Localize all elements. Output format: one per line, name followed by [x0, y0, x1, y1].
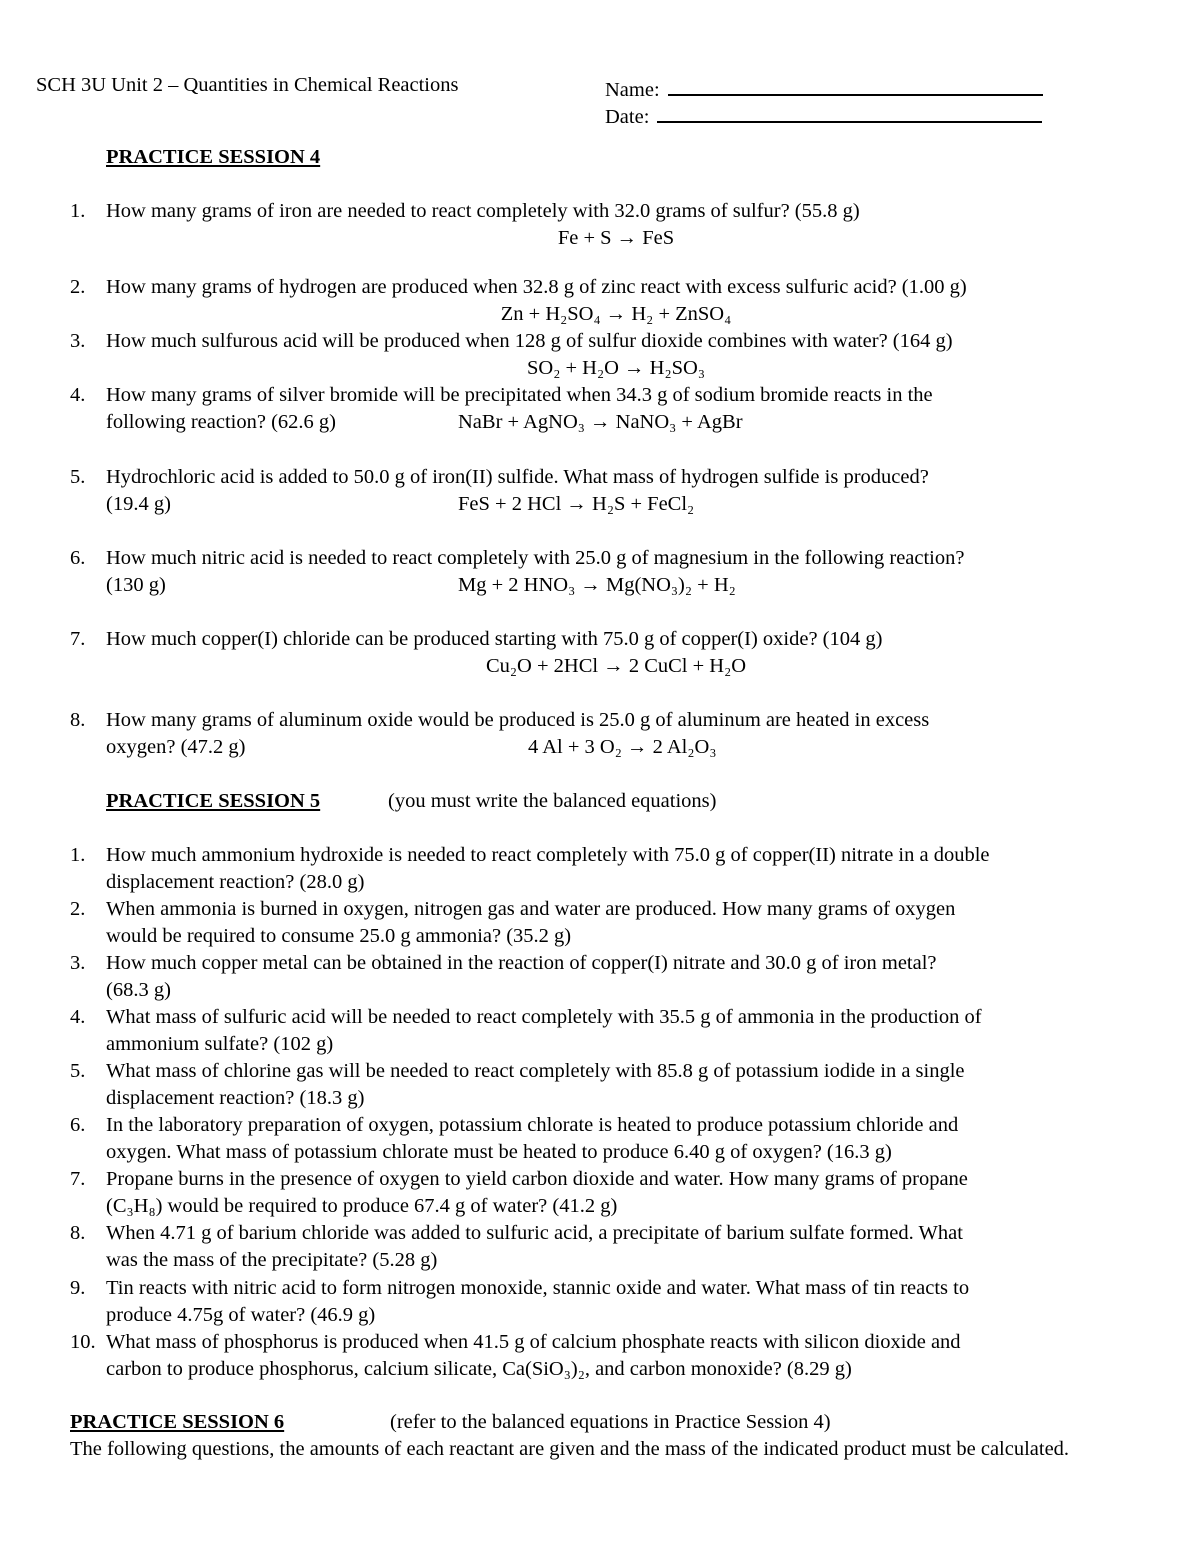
question-text: How much copper metal can be obtained in the reaction of copper(I) nitrate and 30.0 g of iron metal? — [106, 952, 937, 974]
question-text-continued: was the mass of the precipitate? (5.28 g) — [106, 1249, 438, 1271]
question-text-continued: (68.3 g) — [106, 979, 171, 1001]
date-blank-line[interactable] — [657, 99, 1042, 123]
chemical-equation: Mg + 2 HNO₃ → Mg(NO₃)₂ + H₂ — [458, 574, 736, 596]
session6-note: (refer to the balanced equations in Practice Session 4) — [390, 1411, 831, 1433]
chemical-equation: Zn + H₂SO₄ → H₂ + ZnSO₄ — [500, 303, 732, 325]
date-label: Date: — [605, 106, 650, 128]
question-answer: (19.4 g) — [106, 493, 171, 515]
question-text-continued: oxygen? (47.2 g) — [106, 736, 246, 758]
question-number: 4. — [70, 1006, 86, 1028]
question-number: 10. — [70, 1331, 96, 1353]
question-text-continued: following reaction? (62.6 g) — [106, 411, 336, 433]
chemical-equation: NaBr + AgNO₃ → NaNO₃ + AgBr — [458, 411, 743, 433]
question-text: What mass of chlorine gas will be needed to react completely with 85.8 g of potassium iodide in a single — [106, 1060, 965, 1082]
name-blank-line[interactable] — [668, 72, 1043, 96]
question-number: 6. — [70, 1114, 86, 1136]
chemical-equation: Cu₂O + 2HCl → 2 CuCl + H₂O — [485, 655, 747, 677]
question-number: 6. — [70, 547, 86, 569]
date-field[interactable] — [605, 99, 1042, 131]
question-number: 1. — [70, 844, 86, 866]
chemical-equation: SO₂ + H₂O → H₂SO₃ — [527, 357, 705, 379]
question-number: 1. — [70, 200, 86, 222]
session6-intro: The following questions, the amounts of each reactant are given and the mass of the indicated product must be calculated. — [70, 1438, 1070, 1460]
question-text: What mass of phosphorus is produced when 41.5 g of calcium phosphate reacts with silicon dioxide and — [106, 1331, 961, 1353]
question-text: How many grams of aluminum oxide would be produced is 25.0 g of aluminum are heated in excess — [106, 709, 930, 731]
worksheet-title: SCH 3U Unit 2 – Quantities in Chemical Reactions — [36, 74, 459, 96]
session5-note: (you must write the balanced equations) — [388, 790, 717, 812]
question-text-continued: produce 4.75g of water? (46.9 g) — [106, 1304, 376, 1326]
question-text-continued: (C₃H₈) would be required to produce 67.4 g of water? (41.2 g) — [106, 1195, 618, 1217]
question-text-continued: displacement reaction? (28.0 g) — [106, 871, 365, 893]
question-number: 9. — [70, 1277, 86, 1299]
chemical-equation: FeS + 2 HCl → H₂S + FeCl₂ — [458, 493, 695, 515]
question-text-continued: oxygen. What mass of potassium chlorate must be heated to produce 6.40 g of oxygen? (16.3 g) — [106, 1141, 892, 1163]
question-number: 5. — [70, 466, 86, 488]
question-number: 2. — [70, 898, 86, 920]
chemical-equation: Fe + S → FeS — [557, 227, 675, 249]
question-number: 8. — [70, 709, 86, 731]
question-number: 3. — [70, 330, 86, 352]
question-text: In the laboratory preparation of oxygen, potassium chlorate is heated to produce potassium chloride and — [106, 1114, 959, 1136]
question-text-continued: would be required to consume 25.0 g ammonia? (35.2 g) — [106, 925, 572, 947]
question-text: When 4.71 g of barium chloride was added to sulfuric acid, a precipitate of barium sulfate formed. What — [106, 1222, 963, 1244]
question-number: 4. — [70, 384, 86, 406]
question-text-continued: carbon to produce phosphorus, calcium silicate, Ca(SiO₃)₂, and carbon monoxide? (8.29 g) — [106, 1358, 852, 1380]
session6-heading: PRACTICE SESSION 6 — [70, 1411, 285, 1433]
question-text: How much ammonium hydroxide is needed to react completely with 75.0 g of copper(II) nitrate in a double — [106, 844, 990, 866]
question-text: How many grams of iron are needed to react completely with 32.0 grams of sulfur? (55.8 g) — [106, 200, 860, 222]
question-text: How many grams of silver bromide will be precipitated when 34.3 g of sodium bromide reacts in the — [106, 384, 933, 406]
question-number: 3. — [70, 952, 86, 974]
question-text-continued: displacement reaction? (18.3 g) — [106, 1087, 365, 1109]
session5-heading: PRACTICE SESSION 5 — [106, 790, 321, 812]
question-text-continued: ammonium sulfate? (102 g) — [106, 1033, 334, 1055]
question-text: What mass of sulfuric acid will be needed to react completely with 35.5 g of ammonia in the production of — [106, 1006, 982, 1028]
session4-heading: PRACTICE SESSION 4 — [106, 146, 321, 168]
question-number: 5. — [70, 1060, 86, 1082]
question-text: How much sulfurous acid will be produced when 128 g of sulfur dioxide combines with water? (164 g) — [106, 330, 953, 352]
question-text: Hydrochloric acid is added to 50.0 g of iron(II) sulfide. What mass of hydrogen sulfide is produced? — [106, 466, 929, 488]
question-text: When ammonia is burned in oxygen, nitrogen gas and water are produced. How many grams of oxygen — [106, 898, 956, 920]
question-text: Tin reacts with nitric acid to form nitrogen monoxide, stannic oxide and water. What mass of tin reacts to — [106, 1277, 970, 1299]
question-number: 7. — [70, 1168, 86, 1190]
chemical-equation: 4 Al + 3 O₂ → 2 Al₂O₃ — [528, 736, 717, 758]
question-number: 8. — [70, 1222, 86, 1244]
question-number: 2. — [70, 276, 86, 298]
question-number: 7. — [70, 628, 86, 650]
name-label: Name: — [605, 79, 660, 101]
question-text: How much copper(I) chloride can be produced starting with 75.0 g of copper(I) oxide? (104 g) — [106, 628, 883, 650]
question-text: How many grams of hydrogen are produced when 32.8 g of zinc react with excess sulfuric acid? (1.00 g) — [106, 276, 967, 298]
question-answer: (130 g) — [106, 574, 166, 596]
question-text: How much nitric acid is needed to react completely with 25.0 g of magnesium in the following reaction? — [106, 547, 965, 569]
question-text: Propane burns in the presence of oxygen to yield carbon dioxide and water. How many grams of propane — [106, 1168, 968, 1190]
